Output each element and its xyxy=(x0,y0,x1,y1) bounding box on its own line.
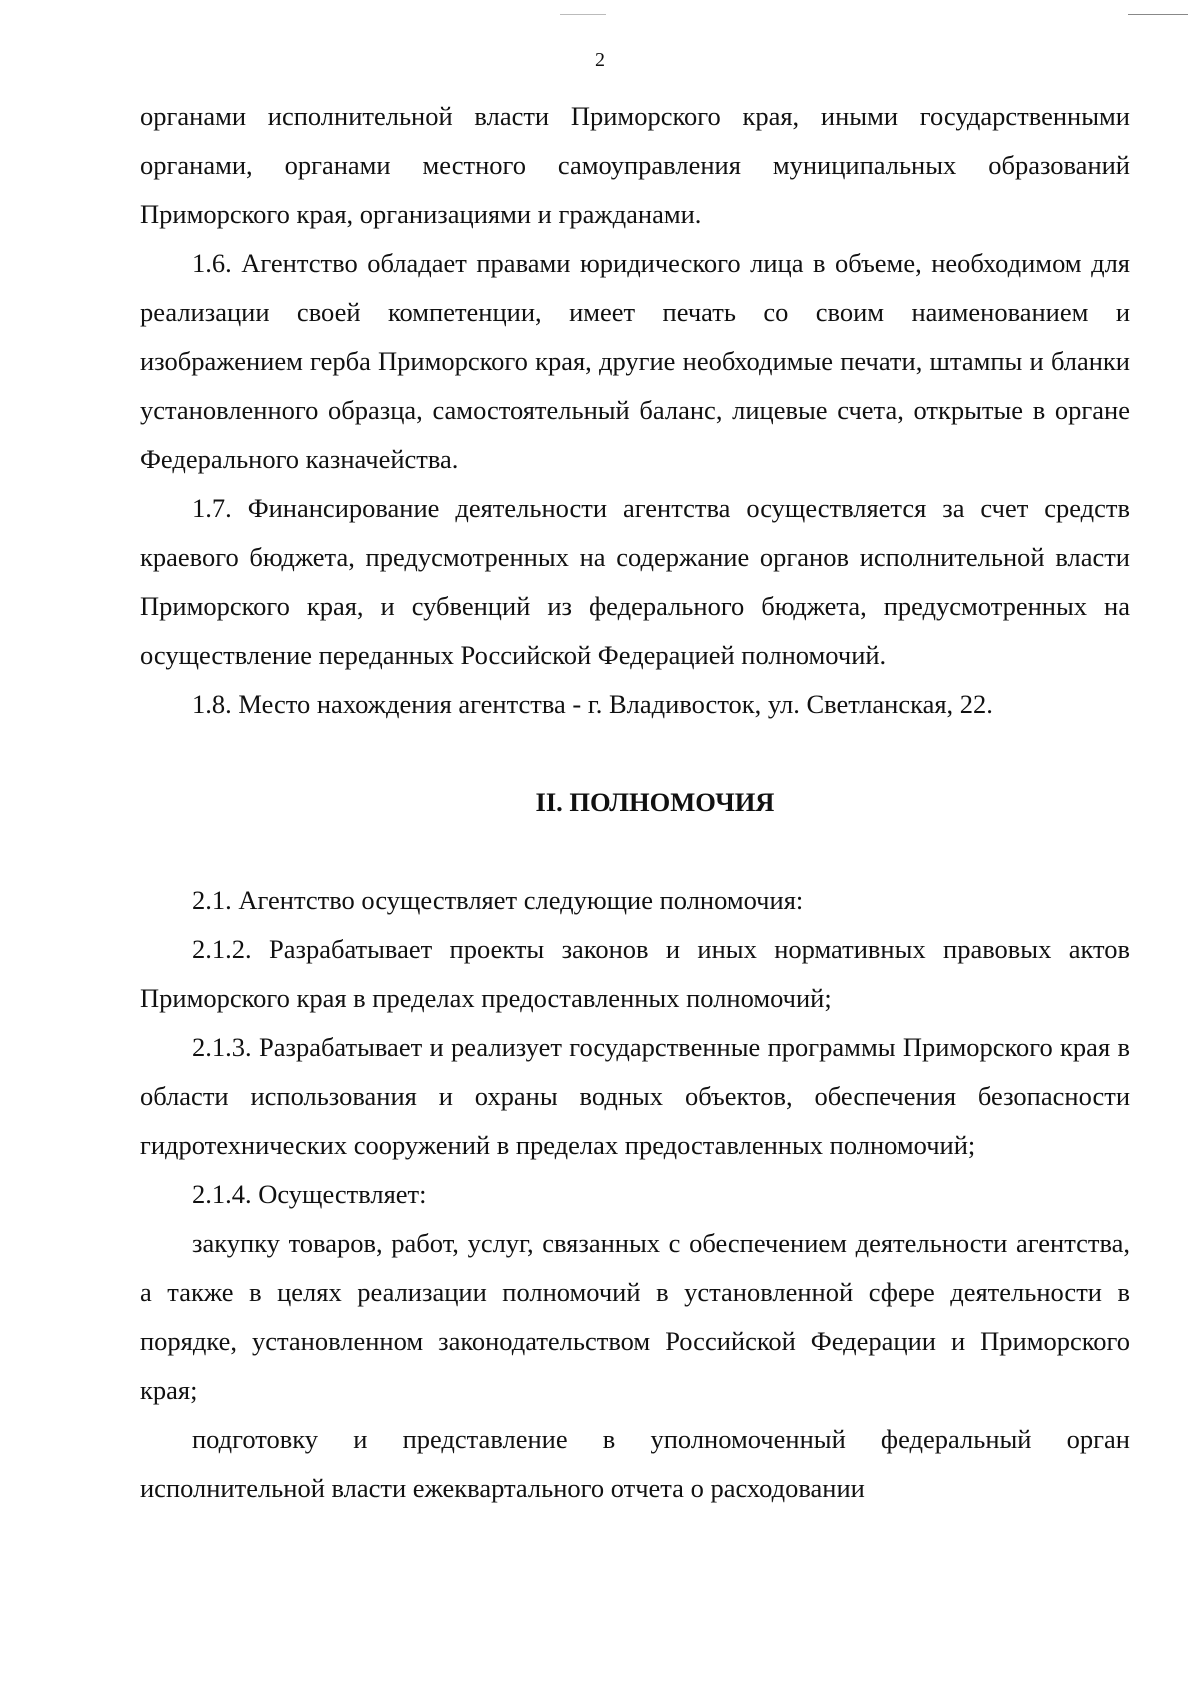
paragraph-2-1-2: 2.1.2. Разрабатывает проекты законов и иных нормативных правовых актов Приморского края в пределах предоставленных полномочий; xyxy=(140,934,1130,1013)
scan-artifact-top-center xyxy=(560,14,606,15)
paragraph-1-8: 1.8. Место нахождения агентства - г. Владивосток, ул. Светланская, 22. xyxy=(192,689,993,719)
paragraph-2-1: 2.1. Агентство осуществляет следующие полномочия: xyxy=(192,885,804,915)
scan-artifact-top-right xyxy=(1128,14,1188,15)
page-number: 2 xyxy=(595,49,605,71)
section-heading: II. ПОЛНОМОЧИЯ xyxy=(535,787,775,817)
paragraph-procurement: закупку товаров, работ, услуг, связанных с обеспечением деятельности агентства, а также в целях реализации полномочий в установленной сфере деятельности в порядке, установленном законодательством Российской Федерации и Приморского края; xyxy=(140,1228,1130,1405)
paragraph-2-1-3: 2.1.3. Разрабатывает и реализует государственные программы Приморского края в области использования и охраны водных объектов, обеспечения безопасности гидротехнических сооружений в пределах предоставленных полномочий; xyxy=(140,1032,1130,1160)
paragraph-reporting: подготовку и представление в уполномоченный федеральный орган исполнительной власти ежеквартального отчета о расходовании xyxy=(140,1424,1130,1503)
paragraph-continuation: органами исполнительной власти Приморского края, иными государственными органами, органами местного самоуправления муниципальных образований Приморского края, организациями и гражданами. xyxy=(140,101,1130,229)
document-body xyxy=(140,92,1130,1513)
spacer xyxy=(140,729,1130,778)
paragraph-1-6: 1.6. Агентство обладает правами юридического лица в объеме, необходимом для реализации своей компетенции, имеет печать со своим наименованием и изображением герба Приморского края, другие необходимые печати, штампы и бланки установленного образца, самостоятельный баланс, лицевые счета, открытые в органе Федерального казначейства. xyxy=(140,248,1130,474)
paragraph-2-1-4: 2.1.4. Осуществляет: xyxy=(192,1179,427,1209)
spacer xyxy=(140,827,1130,876)
paragraph-1-7: 1.7. Финансирование деятельности агентства осуществляется за счет средств краевого бюджета, предусмотренных на содержание органов исполнительной власти Приморского края, и субвенций из федерального бюджета, предусмотренных на осуществление переданных Российской Федерацией полномочий. xyxy=(140,493,1130,670)
